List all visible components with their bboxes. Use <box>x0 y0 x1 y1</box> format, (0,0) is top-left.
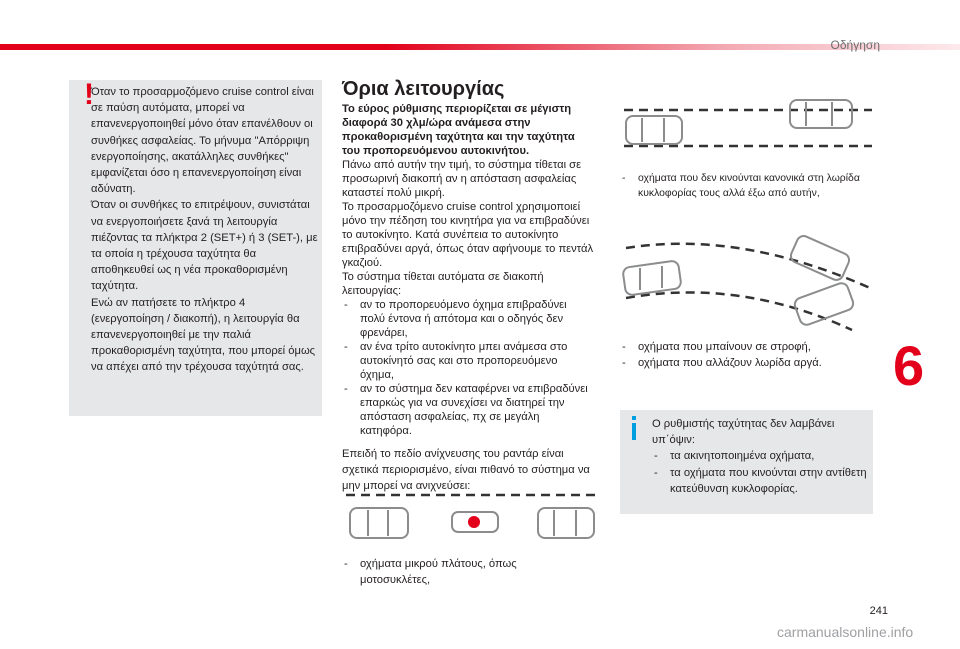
section-heading: Όρια λειτουργίας <box>342 78 505 100</box>
warning-paragraph-3: Ενώ αν πατήσετε το πλήκτρο 4 (ενεργοποίηση / διακοπή), η λειτουργία θα επανενεργοποιηθεί με την παλιά προκαθορισμένη ταχύτητα, που μπορεί όμως να απέχει από την τρέχουσα ταχύτητά σας. <box>91 296 316 374</box>
info-box <box>620 410 873 514</box>
warning-icon: ! <box>84 78 94 111</box>
info-icon <box>629 416 639 440</box>
info-text <box>652 416 868 497</box>
info-intro: Ο ρυθμιστής ταχύτητας δεν λαμβάνει υπ΄όψιν: <box>652 418 835 447</box>
chapter-number: 6 <box>893 334 925 397</box>
top-accent-bar <box>0 44 960 50</box>
warning-paragraph-2: Όταν οι συνθήκες το επιτρέψουν, συνιστάται να ενεργοποιήσετε ξανά τη λειτουργία πιέζοντας τα πλήκτρα 2 (SET+) ή 3 (SET-), με τα οποία η τρέχουσα ταχύτητα θα αποθηκευθεί ως η νέα προκαθορισμένη ταχύτητα. <box>91 199 318 293</box>
list-item: - τα οχήματα που κινούνται στην αντίθετη κατεύθυνση κυκλοφορίας. <box>652 465 868 497</box>
list-item: - αν ένα τρίτο αυτοκίνητο μπει ανάμεσα στο αυτοκίνητό σας και στο προπορευόμενο όχημα, <box>342 340 594 382</box>
paragraph-3: Το σύστημα τίθεται αυτόματα σε διακοπή λειτουργίας: <box>342 271 544 297</box>
list-item: - αν το σύστημα δεν καταφέρνει να επιβραδύνει επαρκώς για να συνεχίσει να διατηρεί την απόσταση ασφαλείας, πχ σε μεγάλη κατηφόρα. <box>342 382 594 438</box>
list-item: - οχήματα μικρού πλάτους, όπως μοτοσυκλέτες, <box>342 556 582 588</box>
page-number: 241 <box>869 605 888 617</box>
warning-text <box>91 84 319 376</box>
watermark: carmanualsonline.info <box>777 624 914 640</box>
list-item: - τα ακινητοποιημένα οχήματα, <box>652 448 868 464</box>
motorcycle-illustration <box>342 488 598 544</box>
lane-illustration <box>620 96 874 158</box>
intro-bold: Το εύρος ρύθμισης περιορίζεται σε μέγιστη διαφορά 30 χλμ/ώρα ανάμεσα στην προκαθορισμένη ταχύτητα και την ταχύτητα του προπορευόμενου αυτοκινήτου. <box>342 103 575 157</box>
section-title: Οδήγηση <box>830 38 880 52</box>
paragraph-1: Πάνω από αυτήν την τιμή, το σύστημα τίθεται σε προσωρινή διακοπή αν η απόσταση ασφαλείας καταστεί πολύ μικρή. <box>342 159 582 199</box>
lane-list <box>620 172 872 201</box>
moto-list <box>342 556 582 588</box>
paragraph-4: Επειδή το πεδίο ανίχνευσης του ραντάρ είναι σχετικά περιορισμένο, είναι πιθανό το σύστημα να μην μπορεί να ανιχνεύσει: <box>342 448 590 492</box>
list-item: - οχήματα που μπαίνουν σε στροφή, <box>620 340 872 356</box>
warning-box <box>69 80 322 416</box>
list-item: - αν το προπορευόμενο όχημα επιβραδύνει πολύ έντονα ή απότομα και ο οδηγός δεν φρενάρει, <box>342 298 594 340</box>
list-item: - οχήματα που αλλάζουν λωρίδα αργά. <box>620 356 872 372</box>
paragraph-2: Το προσαρμοζόμενο cruise control χρησιμοποιεί μόνο την πέδηση του κινητήρα για να επιβραδύνει το αυτοκίνητο. Κατά συνέπεια το αυτοκίνητο επιβραδύνει αργά, όπως όταν αφήνουμε το πεντάλ γκαζιού. <box>342 201 594 269</box>
warning-paragraph-1: Όταν το προσαρμοζόμενο cruise control είναι σε παύση αυτόματα, μπορεί να επανενεργοποιηθεί μόνο όταν επανέλθουν οι συνθήκες ασφαλείας. Το μήνυμα "Απόρριψη ενεργοποίησης, ακατάλληλες συνθήκες" εμφανίζεται όσο η επανενεργοποίηση είναι αδύνατη. <box>91 86 314 196</box>
turn-illustration <box>620 228 874 332</box>
list-item: - οχήματα που δεν κινούνται κανονικά στη λωρίδα κυκλοφορίας τους αλλά έξω από αυτήν, <box>620 172 872 201</box>
turn-list <box>620 340 872 371</box>
main-column <box>342 102 594 494</box>
